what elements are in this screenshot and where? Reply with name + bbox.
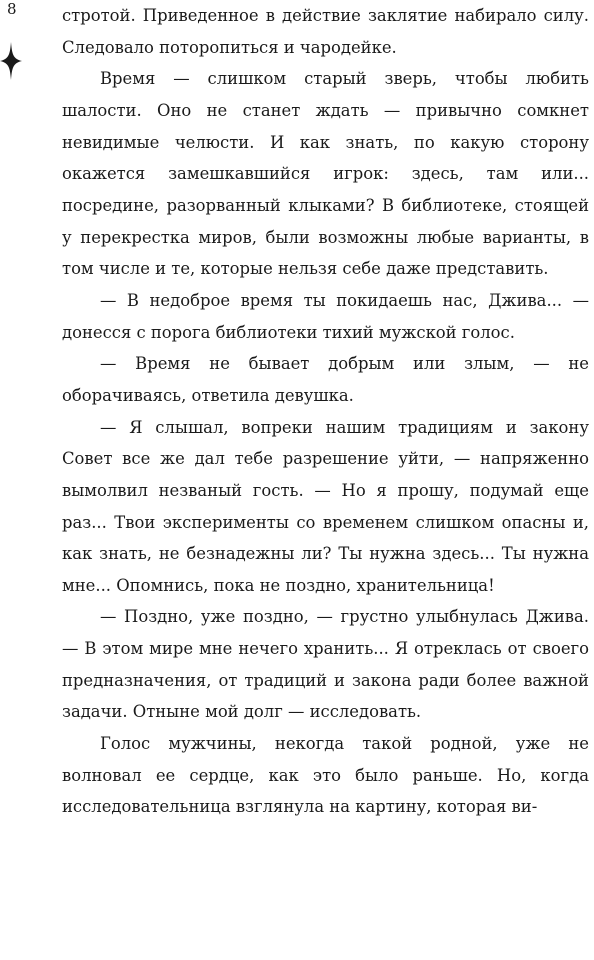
- paragraph: стротой. Приведенное в действие заклятие набирало силу. Следовало поторопиться и чародейке.: [62, 6, 589, 57]
- paragraph: Время — слишком старый зверь, чтобы любить шалости. Оно не станет ждать — привычно сомкнет невидимые челюсти. И как знать, по какую сторону окажется замешкавшийся игрок: здесь, там или... посредине, разорванный клыками? В библиотеке, стоящей у перекрестка миров, были возможны любые варианты, в том числе и те, которые нельзя себе даже представить.: [62, 69, 589, 279]
- body-text: [62, 0, 589, 823]
- page-number: 8: [7, 0, 17, 18]
- paragraph: — Поздно, уже поздно, — грустно улыбнулась Джива. — В этом мире мне нечего хранить... Я отреклась от своего предназначения, от традиций и закона ради более важной задачи. Отныне мой долг — исследовать.: [62, 607, 589, 722]
- paragraph: — Время не бывает добрым или злым, — не оборачиваясь, ответила девушка.: [62, 354, 589, 405]
- paragraph: — Я слышал, вопреки нашим традициям и закону Совет все же дал тебе разрешение уйти, — напряженно вымолвил незваный гость. — Но я прошу, подумай еще раз... Твои эксперименты со временем слишком опасны и, как знать, не безнадежны ли? Ты нужна здесь... Ты нужна мне... Опомнись, пока не поздно, хранительница!: [62, 417, 589, 595]
- paragraph: Голос мужчины, некогда такой родной, уже не волновал ее сердце, как это было раньше. Но, когда исследовательница взглянула на картину, которая ви-: [62, 734, 589, 817]
- four-point-star-icon: [0, 42, 22, 80]
- paragraph: — В недоброе время ты покидаешь нас, Джива... — донесся с порога библиотеки тихий мужской голос.: [62, 290, 589, 342]
